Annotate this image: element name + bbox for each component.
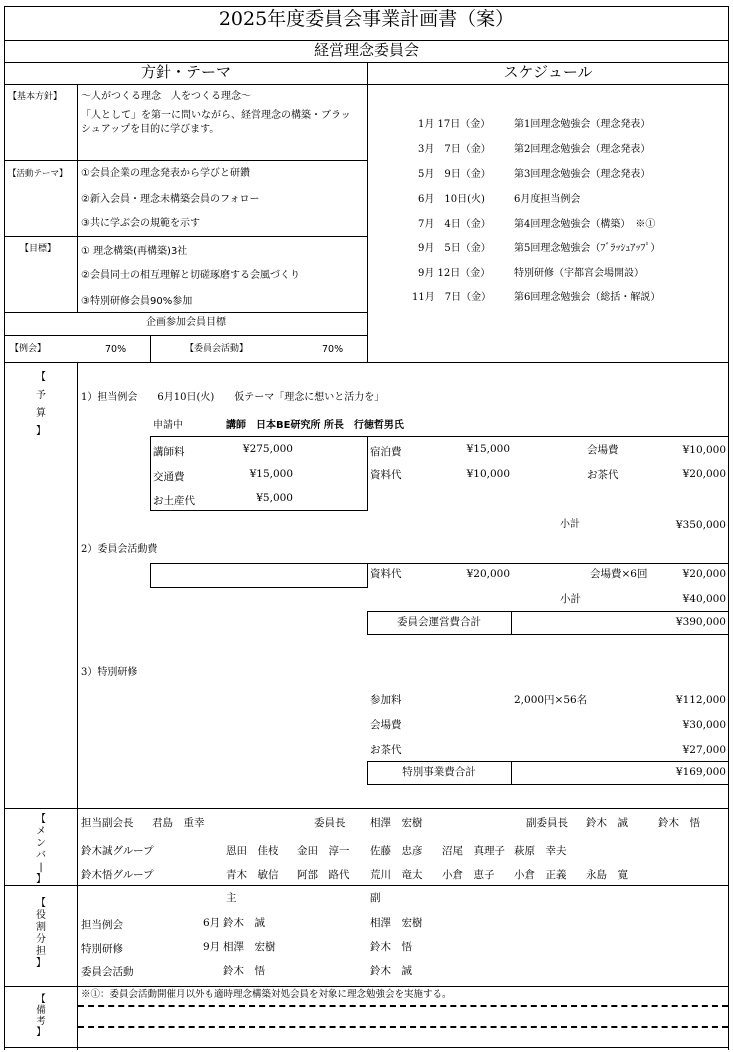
goal-item-3: ③特別研修会員90%参加 bbox=[81, 296, 193, 307]
participation-col-divider bbox=[150, 335, 151, 362]
section-1-box-right bbox=[367, 436, 368, 511]
venue-label: 会場費 bbox=[370, 719, 402, 731]
committee-total-amount: ¥390,000 bbox=[675, 616, 726, 628]
basic-policy-divider bbox=[4, 160, 368, 161]
role-sub: 鈴木 誠 bbox=[370, 965, 412, 977]
iinkai-target: 70% bbox=[322, 344, 344, 355]
role-name: 担当例会 bbox=[81, 919, 123, 931]
roles-bottom-divider bbox=[4, 986, 729, 987]
basic-policy-label: 【基本方針】 bbox=[8, 92, 63, 102]
tea-label: お茶代 bbox=[587, 469, 619, 481]
theme-item-1: ①会員企業の理念発表から学びと研鑽 bbox=[81, 168, 250, 179]
section-2-box-bottom bbox=[150, 587, 368, 588]
main-header: 主 bbox=[226, 892, 237, 904]
role-name: 特別研修 bbox=[81, 943, 123, 955]
frame-bottom bbox=[4, 1047, 729, 1048]
reikai-label: 【例会】 bbox=[10, 344, 47, 354]
members-label: 【 メ ン バ | 】 bbox=[36, 814, 46, 885]
section-2-box-right bbox=[367, 563, 368, 587]
role-main: 相澤 宏樹 bbox=[223, 941, 276, 953]
group-member: 小倉 正義 bbox=[514, 869, 567, 881]
notes-label: 【 備 考 】 bbox=[36, 994, 46, 1038]
schedule-event: 特別研修（宇都宮会場開設） bbox=[514, 268, 644, 279]
transport-label: 交通費 bbox=[153, 471, 185, 483]
stay-label: 宿泊費 bbox=[370, 446, 402, 458]
goal-label: 【目標】 bbox=[20, 244, 57, 254]
committee-total-divider bbox=[511, 611, 512, 635]
vice-president-role: 担当副会長 bbox=[81, 817, 134, 829]
schedule-date: 6月 10日(火) bbox=[418, 194, 485, 205]
subtotal-label: 小計 bbox=[560, 519, 580, 530]
vice-chair-name-2: 鈴木 悟 bbox=[658, 817, 700, 829]
schedule-header: スケジュール bbox=[503, 63, 593, 81]
schedule-event: 第4回理念勉強会（構築） ※① bbox=[514, 219, 656, 230]
schedule-date: 9月 5日（金） bbox=[418, 243, 491, 254]
group-member: 青木 敏信 bbox=[226, 869, 279, 881]
theme-divider bbox=[4, 236, 368, 237]
group-member: 阿部 路代 bbox=[297, 869, 350, 881]
frame-right bbox=[728, 6, 729, 1050]
goal-item-1: ① 理念構築(再構築)3社 bbox=[81, 246, 188, 257]
stay-amount: ¥15,000 bbox=[466, 443, 510, 455]
members-bottom-divider bbox=[4, 885, 729, 886]
schedule-date: 1月 17日（金） bbox=[418, 119, 491, 130]
schedule-date: 5月 9日（金） bbox=[418, 169, 491, 180]
budget-label: 【 予 算 】 bbox=[36, 372, 46, 437]
policy-header: 方針・テーマ bbox=[140, 63, 231, 81]
schedule-event: 第1回理念勉強会（理念発表） bbox=[514, 119, 651, 130]
group-member: 佐藤 忠彦 bbox=[370, 845, 423, 857]
budget-section-1-heading: 1）担当例会 6月10日(火) 仮テーマ「理念に想いと活力を」 bbox=[81, 392, 385, 403]
lecturer-info: 講師 日本BE研究所 所長 行徳哲男氏 bbox=[226, 420, 404, 431]
basic-policy-text-1: 「人として」を第一に問いながら、経営理念の構築・ブラッ bbox=[81, 110, 351, 121]
group-member: 荒川 竜太 bbox=[370, 869, 423, 881]
schedule-date: 9月 12日（金） bbox=[418, 268, 491, 279]
special-total-label: 特別事業費合計 bbox=[402, 766, 476, 778]
subtotal-amount: ¥350,000 bbox=[675, 519, 726, 531]
chair-name: 相澤 宏樹 bbox=[370, 817, 423, 829]
tea-amount: ¥27,000 bbox=[682, 744, 726, 756]
notes-dashed-line-1 bbox=[78, 1005, 728, 1007]
chair-role: 委員長 bbox=[314, 817, 346, 829]
special-total-divider bbox=[511, 761, 512, 785]
vice-president-name: 君島 重幸 bbox=[152, 817, 205, 829]
venue-amount: ¥10,000 bbox=[682, 444, 726, 456]
group-member: 恩田 佳枝 bbox=[226, 845, 279, 857]
tea-amount: ¥20,000 bbox=[682, 468, 726, 480]
material-amount: ¥20,000 bbox=[466, 568, 510, 580]
participation-fee-amount: ¥112,000 bbox=[675, 694, 726, 706]
venue-times-label: 会場費×6回 bbox=[590, 568, 648, 580]
venue-amount: ¥20,000 bbox=[682, 568, 726, 580]
venue-label: 会場費 bbox=[587, 444, 619, 456]
schedule-event: 第6回理念勉強会（総括・解説） bbox=[514, 292, 661, 303]
group-member: 永島 寛 bbox=[586, 869, 628, 881]
participation-divider bbox=[4, 335, 368, 336]
schedule-event: 第3回理念勉強会（理念発表） bbox=[514, 169, 651, 180]
group-member: 小倉 恵子 bbox=[442, 869, 495, 881]
venue-amount: ¥30,000 bbox=[682, 719, 726, 731]
vice-chair-name-1: 鈴木 誠 bbox=[586, 817, 628, 829]
group-2-label: 鈴木悟グループ bbox=[81, 869, 154, 881]
material-label: 資料代 bbox=[370, 568, 402, 580]
committee-total-label: 委員会運営費合計 bbox=[397, 616, 481, 628]
document-title: 2025年度委員会事業計画書（案） bbox=[218, 8, 515, 30]
role-month: 9月 bbox=[203, 941, 221, 953]
material-amount: ¥10,000 bbox=[466, 468, 510, 480]
role-sub: 相澤 宏樹 bbox=[370, 917, 423, 929]
transport-amount: ¥15,000 bbox=[249, 468, 293, 480]
section-2-box-left bbox=[150, 563, 151, 587]
theme-item-3: ③共に学ぶ会の規範を示す bbox=[81, 218, 200, 229]
reikai-target: 70% bbox=[105, 344, 127, 355]
fee-amount: ¥275,000 bbox=[242, 443, 293, 455]
schedule-date: 7月 4日（金） bbox=[418, 219, 491, 230]
subtotal-label: 小計 bbox=[560, 593, 581, 605]
applying-status: 申請中 bbox=[153, 420, 183, 431]
gift-label: お土産代 bbox=[153, 495, 195, 507]
schedule-event: 第2回理念勉強会（理念発表） bbox=[514, 144, 651, 155]
budget-section-2-heading: 2）委員会活動費 bbox=[81, 544, 158, 555]
role-main: 鈴木 悟 bbox=[223, 965, 265, 977]
schedule-date: 11月 7日（金） bbox=[412, 292, 492, 303]
section-1-box-bottom bbox=[150, 510, 368, 511]
schedule-event: 6月度担当例会 bbox=[514, 194, 581, 205]
iinkai-label: 【委員会活動】 bbox=[185, 344, 249, 354]
policy-label-divider bbox=[77, 84, 78, 312]
frame-top bbox=[4, 6, 729, 7]
participation-target-title: 企画参加会員目標 bbox=[146, 317, 226, 328]
group-1-label: 鈴木誠グループ bbox=[81, 845, 154, 857]
participation-fee-calc: 2,000円×56名 bbox=[514, 694, 588, 706]
tea-label: お茶代 bbox=[370, 744, 402, 756]
frame-left bbox=[4, 6, 5, 1050]
roles-label: 【 役 割 分 担 】 bbox=[36, 898, 46, 969]
budget-section-3-heading: 3）特別研修 bbox=[81, 667, 138, 678]
goal-divider bbox=[4, 312, 368, 313]
policy-bottom-divider bbox=[4, 362, 729, 363]
role-sub: 鈴木 悟 bbox=[370, 941, 412, 953]
lower-label-divider bbox=[77, 362, 78, 1050]
top-column-divider bbox=[367, 62, 368, 362]
special-total-amount: ¥169,000 bbox=[675, 766, 726, 778]
group-member: 沼尾 真理子 bbox=[442, 845, 505, 857]
participation-fee-label: 参加料 bbox=[370, 694, 402, 706]
gift-amount: ¥5,000 bbox=[256, 492, 293, 504]
schedule-event: 第5回理念勉強会（ﾌﾞﾗｯｼｭｱｯﾌﾟ） bbox=[514, 243, 661, 254]
group-member: 萩原 幸夫 bbox=[514, 845, 567, 857]
subtotal-amount: ¥40,000 bbox=[682, 593, 726, 605]
notes-dashed-line-2 bbox=[78, 1026, 728, 1028]
theme-item-2: ②新入会員・理念未構築会員のフォロー bbox=[81, 194, 260, 205]
committee-name: 経営理念委員会 bbox=[313, 41, 419, 59]
schedule-date: 3月 7日（金） bbox=[418, 144, 491, 155]
fee-label: 講師料 bbox=[153, 446, 185, 458]
material-label: 資料代 bbox=[370, 469, 402, 481]
goal-item-2: ②会員同士の相互理解と切磋琢磨する会風づくり bbox=[81, 270, 300, 281]
basic-policy-text-2: シュアップを目的に学びます。 bbox=[81, 124, 220, 135]
activity-theme-label: 【活動テーマ】 bbox=[8, 169, 68, 179]
notes-text: ※①：委員会活動開催月以外も適時理念構築対処会員を対象に理念勉強会を実施する。 bbox=[81, 989, 452, 1000]
role-month: 6月 bbox=[203, 917, 221, 929]
sub-header: 副 bbox=[370, 892, 381, 904]
section-2-box-top bbox=[150, 563, 729, 564]
role-main: 鈴木 誠 bbox=[223, 917, 265, 929]
group-member: 金田 淳一 bbox=[297, 845, 350, 857]
budget-bottom-divider bbox=[4, 808, 729, 809]
role-name: 委員会活動 bbox=[81, 966, 134, 978]
vice-chair-role: 副委員長 bbox=[526, 817, 568, 829]
basic-policy-slogan: ～人がつくる理念 人をつくる理念～ bbox=[81, 91, 251, 102]
